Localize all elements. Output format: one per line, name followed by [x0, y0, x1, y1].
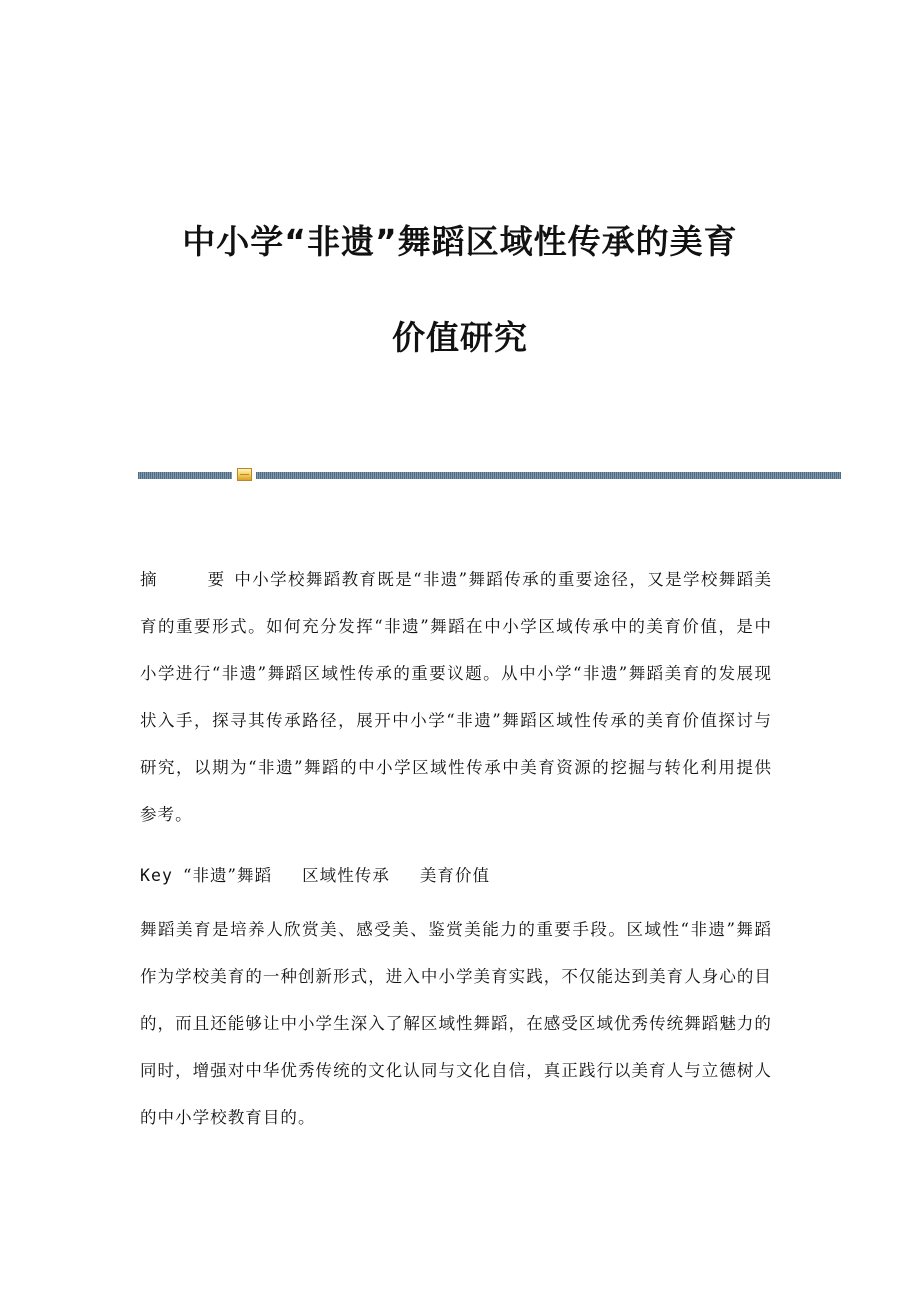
abstract-label: [140, 556, 234, 603]
keywords-line: [140, 852, 520, 899]
body-paragraph: 舞蹈美育是培养人欣赏美、感受美、鉴赏美能力的重要手段。区域性“非遗”舞蹈作为学校美育的一种创新形式，进入中小学美育实践，不仅能达到美育人身心的目的，而且还能够让中小学生深入了解区域性舞蹈，在感受区域优秀传统舞蹈魅力的同时，增强对中华优秀传统的文化认同与文化自信，真正践行以美育人与立德树人的中小学校教育目的。: [140, 920, 772, 1127]
document-title-line-1: 中小学“非遗”舞蹈区域性传承的美育: [182, 222, 738, 261]
keywords-label: Key: [140, 866, 173, 885]
abstract-text: 中小学校舞蹈教育既是“非遗”舞蹈传承的重要途径，又是学校舞蹈美育的重要形式。如何充分发挥“非遗”舞蹈在中小学区域传承中的美育价值，是中小学进行“非遗”舞蹈区域性传承的重要议题。从中小学“非遗”舞蹈美育的发展现状入手，探寻其传承路径，展开中小学“非遗”舞蹈区域性传承的美育价值探讨与研究，以期为“非遗”舞蹈的中小学区域性传承中美育资源的挖掘与转化利用提供参考。: [140, 570, 772, 824]
title-divider: [138, 468, 841, 482]
abstract-paragraph: [140, 556, 772, 838]
divider-bar-left: [138, 472, 232, 479]
keyword-2: 区域性传承: [302, 866, 390, 885]
keyword-3: 美育价值: [419, 866, 491, 885]
abstract-label-char-1: 摘: [140, 570, 158, 589]
divider-bar-right: [256, 472, 841, 479]
divider-ornament-icon: [237, 468, 252, 481]
document-title-line-2: 价值研究: [392, 318, 528, 357]
abstract-label-char-2: 要: [207, 570, 226, 589]
keyword-1: “非遗”舞蹈: [182, 866, 273, 885]
